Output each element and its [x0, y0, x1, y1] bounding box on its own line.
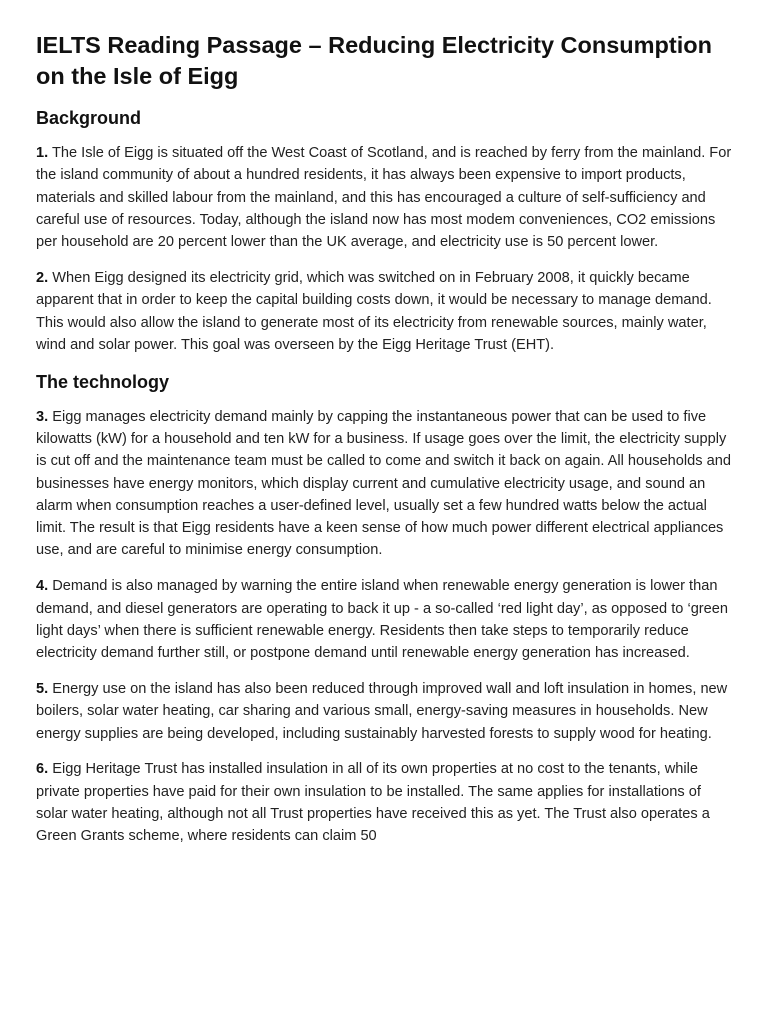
paragraph-2 — [36, 267, 736, 356]
page-title: IELTS Reading Passage – Reducing Electricity Consumption on the Isle of Eigg — [36, 32, 712, 89]
paragraph-4 — [36, 575, 736, 664]
paragraph-5 — [36, 678, 736, 745]
paragraph-text: Eigg manages electricity demand mainly by capping the instantaneous power that can be used to five kilowatts (kW) for a household and ten kW for a business. If usage goes over the limit, the electricity supply is cut off and the maintenance team must be called to come and switch it back on again. All households and businesses have energy monitors, which display current and cumulative electricity usage, and sound an alarm when consumption reaches a user-defined level, usually set a few hundred watts below the actual limit. The result is that Eigg residents have a keen sense of how much power different electrical appliances use, and are careful to minimise energy consumption. — [36, 408, 731, 559]
paragraph-text: Eigg Heritage Trust has installed insulation in all of its own properties at no cost to the tenants, while private properties have paid for their own insulation to be installed. The same applies for installations of solar water heating, although not all Trust properties have received this as yet. The Trust also operates a Green Grants scheme, where residents can claim 50 — [36, 761, 710, 845]
paragraph-text: Energy use on the island has also been reduced through improved wall and loft insulation in homes, new boilers, solar water heating, car sharing and various small, energy-saving measures in households. New energy supplies are being developed, including sustainably harvested forests to supply wood for heating. — [36, 680, 728, 742]
paragraph-text: The Isle of Eigg is situated off the West Coast of Scotland, and is reached by ferry from the mainland. For the island community of about a hundred residents, it has always been expensive to import products, materials and skilled labour from the mainland, and this has encouraged a culture of self-sufficiency and careful use of resources. Today, although the island now has most modem conveniences, CO2 emissions per household are 20 percent lower than the UK average, and electricity use is 50 percent lower. — [36, 145, 732, 251]
paragraph-6 — [36, 758, 736, 847]
paragraph-number: 3. — [36, 408, 49, 425]
paragraph-1 — [36, 142, 736, 253]
paragraph-number: 4. — [36, 578, 49, 595]
section-heading-background: Background — [36, 108, 142, 128]
paragraph-number: 6. — [36, 761, 49, 778]
paragraph-number: 5. — [36, 680, 49, 697]
paragraph-number: 2. — [36, 269, 49, 286]
paragraph-text: Demand is also managed by warning the entire island when renewable energy generation is lower than demand, and diesel generators are operating to back it up - a so-called ‘red light day’, as opposed to ‘green light days’ when there is sufficient renewable energy. Residents then take steps to temporarily reduce electricity demand further still, or postpone demand until renewable energy generation has increased. — [36, 578, 729, 662]
paragraph-3 — [36, 406, 736, 562]
paragraph-text: When Eigg designed its electricity grid, which was switched on in February 2008, it quickly became apparent that in order to keep the capital building costs down, it would be necessary to manage demand. This would also allow the island to generate most of its electricity from renewable sources, mainly water, wind and solar power. This goal was overseen by the Eigg Heritage Trust (EHT). — [36, 269, 712, 353]
section-heading-technology: The technology — [36, 371, 170, 392]
document-page — [36, 30, 736, 861]
paragraph-number: 1. — [36, 145, 49, 161]
